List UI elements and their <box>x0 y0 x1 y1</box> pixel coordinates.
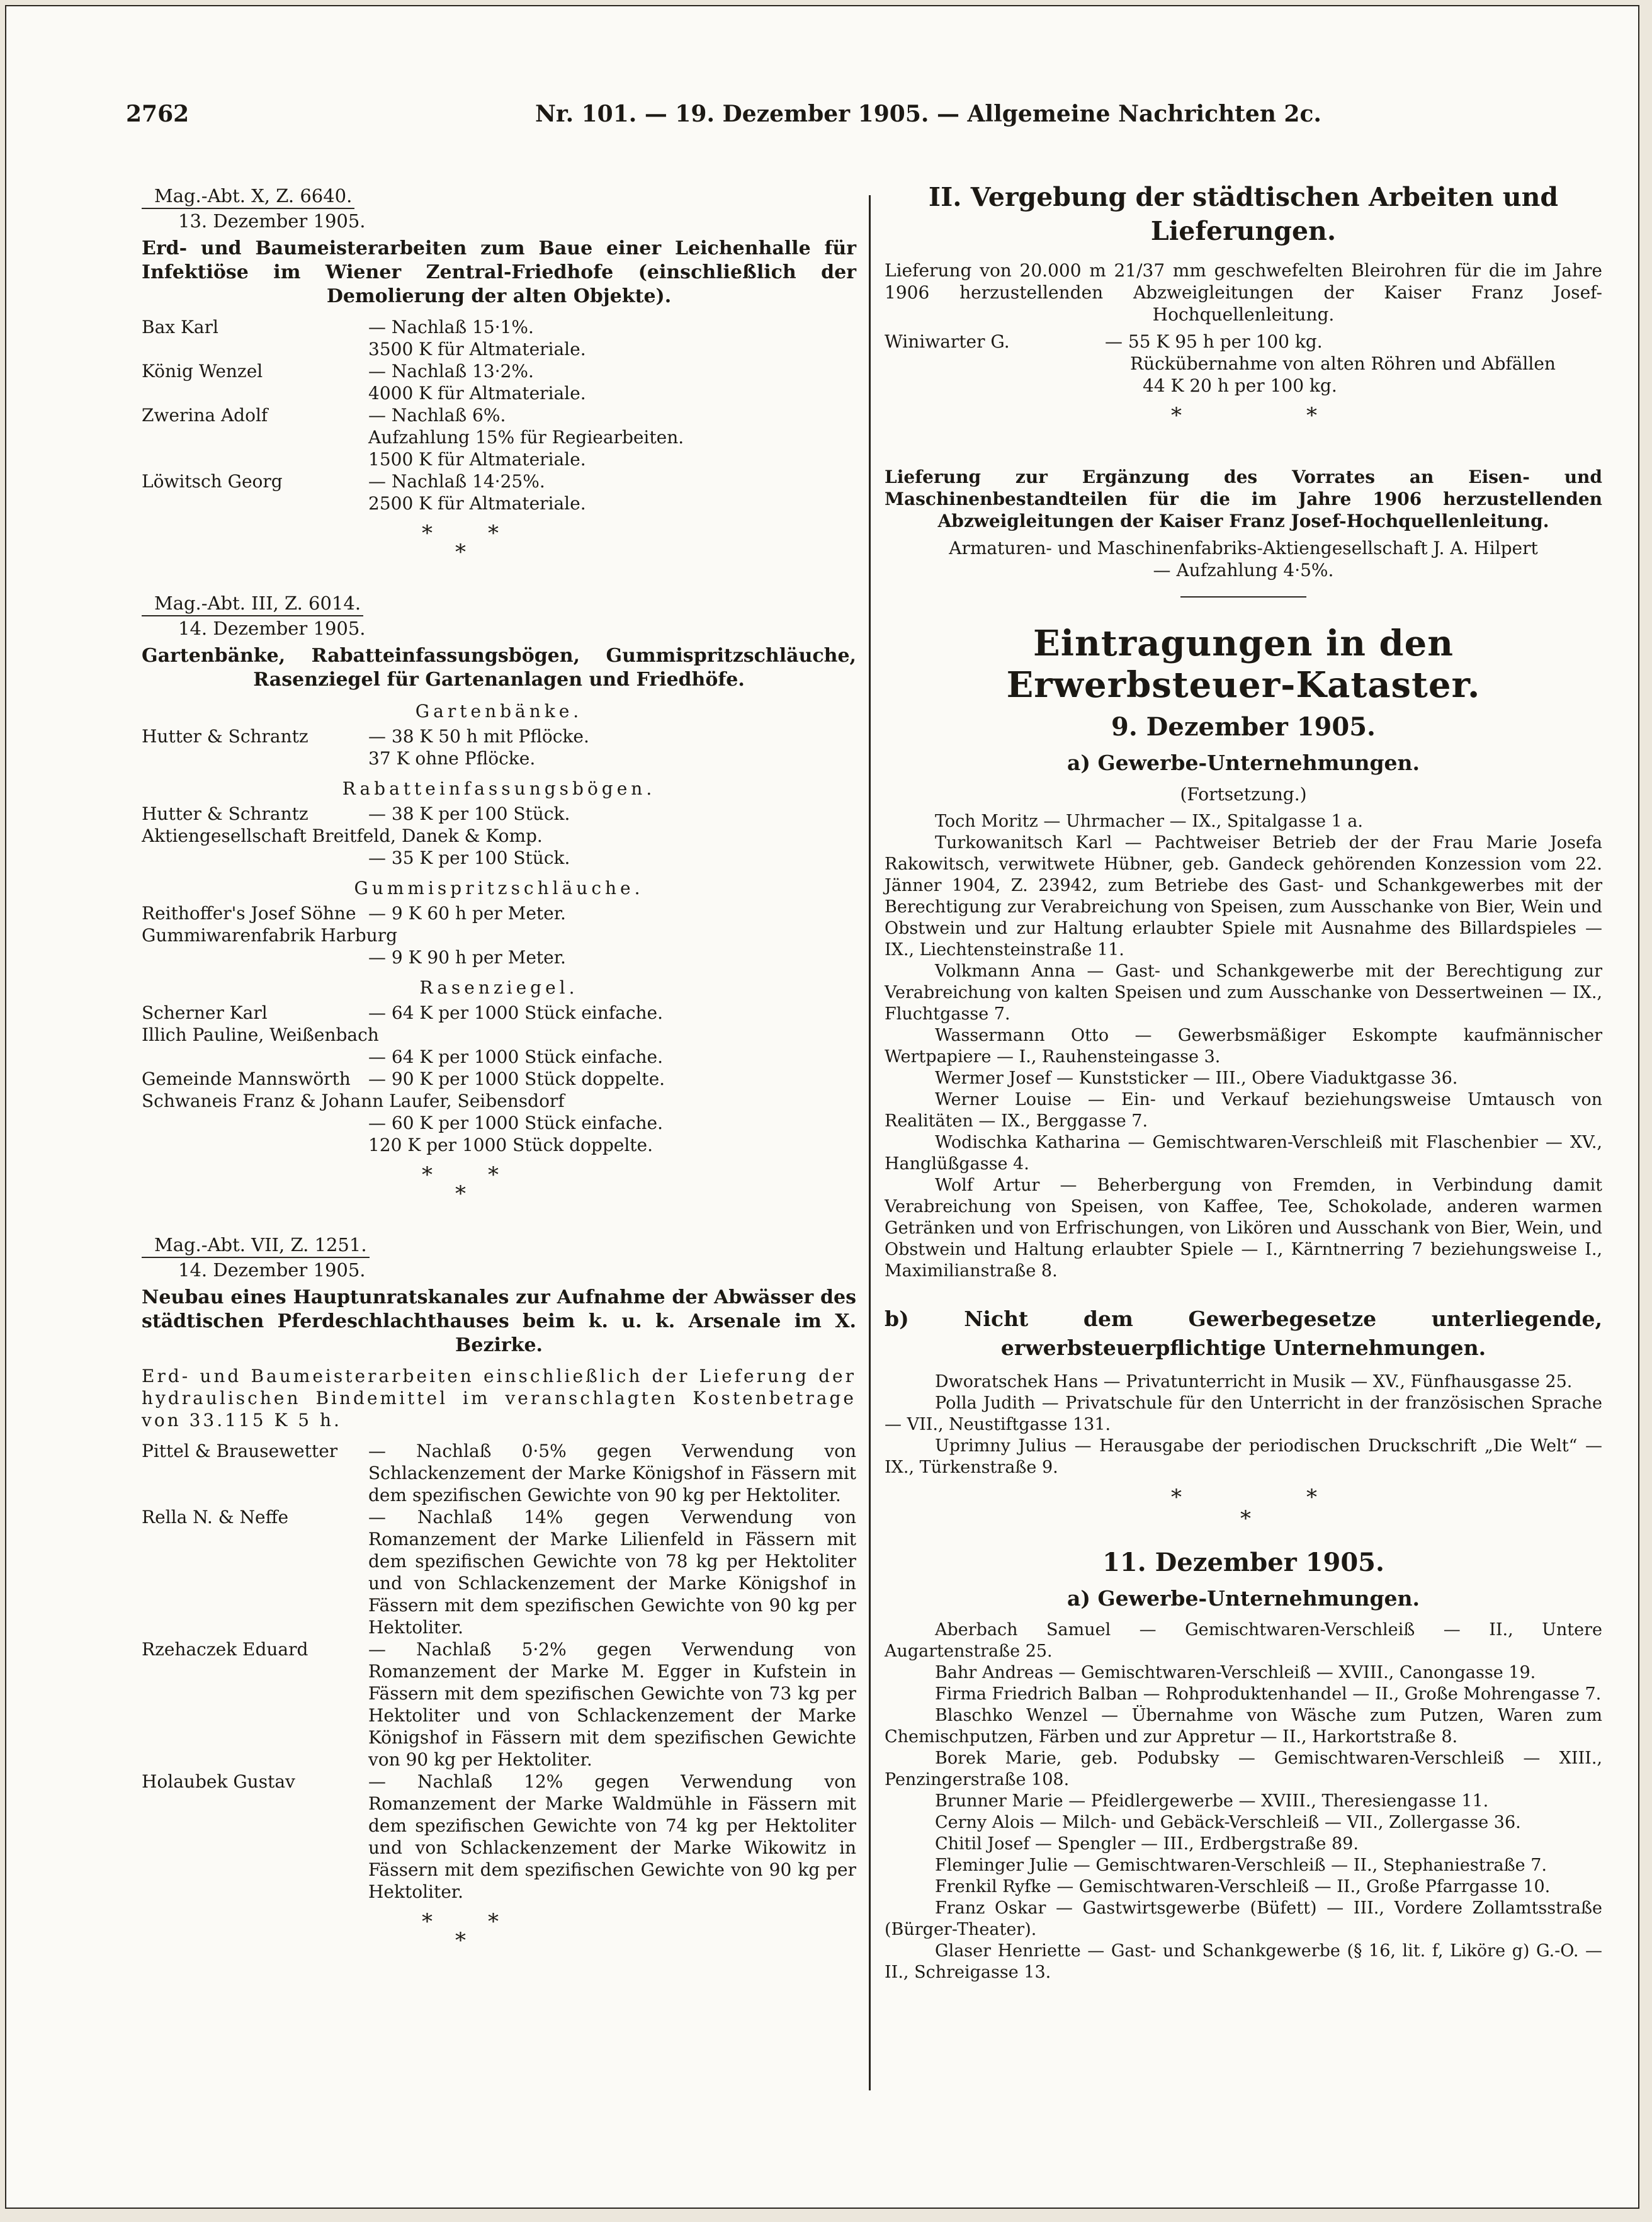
section-date: 13. Dezember 1905. <box>178 210 366 232</box>
bid-note: 44 K 20 h per 100 kg. <box>1143 375 1337 396</box>
bid-value: — 38 K 50 h mit Pflöcke. <box>368 726 589 747</box>
bid-note: 1500 K für Altmateriale. <box>368 449 586 470</box>
bidder-name: Illich Pauline, Weißenbach <box>142 1024 379 1045</box>
bid-value: — 60 K per 1000 Stück einfache. <box>368 1113 664 1133</box>
bid-value: — Nachlaß 15·1%. <box>368 317 534 337</box>
section-reference: Mag.-Abt. VII, Z. 1251. <box>142 1234 370 1258</box>
bid-note: 120 K per 1000 Stück doppelte. <box>368 1135 653 1155</box>
section-separator <box>142 521 856 571</box>
bid-note: 37 K ohne Pflöcke. <box>368 748 536 769</box>
bidder-name: Löwitsch Georg <box>142 471 283 492</box>
register-entry: Polla Judith — Privatschule für den Unterricht in der französischen Sprache — VII., Neustiftgasse 131. <box>885 1393 1602 1434</box>
bid-value: — Nachlaß 12% gegen Verwendung von Romanzement der Marke Waldmühle in Fässern mit dem spezifischen Gewichte von 74 kg per Hektoliter und von Schlackenzement der Marke Wikowitz in Fässern mit dem spezifischen Gewichte von 90 kg per Hektoliter. <box>368 1771 856 1902</box>
section-separator <box>142 1909 856 1959</box>
bidder-name: Winiwarter G. <box>885 331 1010 352</box>
register-entry: Firma Friedrich Balban — Rohproduktenhandel — II., Große Mohrengasse 7. <box>935 1684 1602 1704</box>
bid-row <box>142 1506 856 1638</box>
bid-value: — 38 K per 100 Stück. <box>368 803 570 824</box>
register-entry: Frenkil Ryfke — Gemischtwaren-Verschleiß — II., Große Pfarrgasse 10. <box>935 1877 1551 1896</box>
register-date: 9. Dezember 1905. <box>1111 712 1376 742</box>
subsection-heading: a) Gewerbe-Unternehmungen. <box>1066 1586 1420 1611</box>
bid-row <box>142 1440 856 1506</box>
section-intro: Erd- und Baumeisterarbeiten einschließlich der Lieferung der hydraulischen Bindemittel im veranschlagten Kostenbetrage von 33.115 K 5 h. <box>142 1366 856 1431</box>
running-title: Nr. 101. — 19. Dezember 1905. — Allgemeine Nachrichten 2c. <box>535 101 1321 127</box>
register-entry: Fleminger Julie — Gemischtwaren-Verschleiß — II., Stephaniestraße 7. <box>935 1856 1547 1875</box>
bidder-name: Bax Karl <box>142 317 218 337</box>
bid-value: — 64 K per 1000 Stück einfache. <box>368 1002 664 1023</box>
bidder-name: Schwaneis Franz & Johann Laufer, Seibensdorf <box>142 1091 565 1111</box>
bidder-name: Armaturen- und Maschinenfabriks-Aktiengesellschaft J. A. Hilpert <box>949 538 1538 558</box>
register-entry: Franz Oskar — Gastwirtsgewerbe (Büfett) — III., Vordere Zollamtsstraße (Bürger-Theater). <box>885 1898 1602 1939</box>
bid-row <box>142 1068 856 1090</box>
subheading: Rasenziegel. <box>419 977 579 998</box>
bidder-name: König Wenzel <box>142 361 263 382</box>
bidder-name: Rella N. & Neffe <box>142 1507 289 1528</box>
bid-value: — Nachlaß 14% gegen Verwendung von Romanzement der Marke Lilienfeld in Fässern mit dem spezifischen Gewichte von 78 kg per Hektoliter und von Schlackenzement der Marke Königshof in Fässern mit dem spezifischen Gewichte von 90 kg per Hektoliter. <box>368 1507 856 1638</box>
section-separator <box>142 1162 856 1213</box>
bid-value: — Aufzahlung 4·5%. <box>1153 560 1334 581</box>
bidder-name: Scherner Karl <box>142 1002 268 1023</box>
bidder-name: Hutter & Schrantz <box>142 803 308 824</box>
separator-star: * <box>488 1162 499 1188</box>
bid-row <box>142 360 856 382</box>
register-entry: Brunner Marie — Pfeidlergewerbe — XVIII., Theresiengasse 11. <box>935 1791 1489 1811</box>
bid-row <box>142 725 856 747</box>
subheading: Gummispritzschläuche. <box>354 878 644 898</box>
separator-star: * <box>422 521 433 546</box>
column-divider <box>869 195 871 2090</box>
separator-star: * <box>1240 1506 1251 1531</box>
section-title: Erd- und Baumeisterarbeiten zum Baue einer Leichenhalle für Infektiöse im Wiener Zentral-Friedhofe (einschließlich der Demolierung der alten Objekte). <box>142 237 856 307</box>
register-entry: Werner Louise — Ein- und Verkauf beziehungsweise Umtausch von Realitäten — IX., Berggasse 7. <box>885 1090 1602 1131</box>
bid-value: — 90 K per 1000 Stück doppelte. <box>368 1068 665 1089</box>
register-entry: Blaschko Wenzel — Übernahme von Wäsche zum Putzen, Waren zum Chemischputzen, Färben und zur Appretur — II., Harkortstraße 8. <box>885 1706 1602 1747</box>
newspaper-page <box>5 5 1639 2209</box>
bid-row <box>142 1771 856 1903</box>
register-entry: Wassermann Otto — Gewerbsmäßiger Eskompte kaufmännischer Wertpapiere — I., Rauhensteingasse 3. <box>885 1026 1602 1067</box>
page-header <box>126 101 1417 132</box>
main-heading: Eintragungen in den Erwerbsteuer-Kataster. <box>1006 623 1481 706</box>
separator-star: * <box>1306 403 1317 428</box>
bid-row <box>885 331 1602 353</box>
contract-description: Lieferung von 20.000 m 21/37 mm geschwefelten Bleirohren für die im Jahre 1906 herzustellenden Abzweigleitungen der Kaiser Franz Josef-Hochquellenleitung. <box>885 260 1602 325</box>
subheading: Gartenbänke. <box>415 701 583 722</box>
register-entry: Uprimny Julius — Herausgabe der periodischen Druckschrift „Die Welt“ — IX., Türkenstraße 9. <box>885 1436 1602 1477</box>
award-section-leichenhalle <box>142 176 856 571</box>
section-title: II. Vergebung der städtischen Arbeiten und Lieferungen. <box>928 182 1559 246</box>
bid-note: 2500 K für Altmateriale. <box>368 493 586 514</box>
bid-row <box>142 1002 856 1024</box>
separator-star: * <box>1306 1485 1317 1510</box>
separator-star: * <box>488 521 499 546</box>
divider-line <box>1180 596 1306 598</box>
bid-row <box>142 803 856 825</box>
bidder-name: Pittel & Brausewetter <box>142 1441 338 1461</box>
bidder-name: Zwerina Adolf <box>142 405 268 426</box>
bidder-name: Gummiwarenfabrik Harburg <box>142 925 398 946</box>
bid-row <box>142 470 856 492</box>
bid-note: Rückübernahme von alten Röhren und Abfällen <box>1130 353 1556 374</box>
section-separator <box>885 1485 1602 1535</box>
register-entry: Aberbach Samuel — Gemischtwaren-Verschleiß — II., Untere Augartenstraße 25. <box>885 1620 1602 1661</box>
section-title: Neubau eines Hauptunratskanales zur Aufnahme der Abwässer des städtischen Pferdeschlachthauses beim k. u. k. Arsenale im X. Bezirke. <box>142 1286 856 1356</box>
register-entry: Volkmann Anna — Gast- und Schankgewerbe mit der Berechtigung zur Verabreichung von kalten Speisen und zum Ausschanke von Dessertweinen — IX., Fluchtgasse 7. <box>885 961 1602 1024</box>
bidder-name: Gemeinde Mannswörth <box>142 1068 351 1089</box>
register-entry: Toch Moritz — Uhrmacher — IX., Spitalgasse 1 a. <box>935 812 1363 831</box>
register-date: 11. Dezember 1905. <box>1102 1548 1384 1577</box>
subsection-heading: a) Gewerbe-Unternehmungen. <box>1066 751 1420 775</box>
section-date: 14. Dezember 1905. <box>178 1259 366 1281</box>
page-number: 2762 <box>126 101 190 127</box>
award-section-gartenbaenke <box>142 584 856 1213</box>
register-entry: Turkowanitsch Karl — Pachtweiser Betrieb der der Frau Marie Josefa Rakowitsch, verwitwete Hübner, geb. Gandeck gehörenden Konzession vom 22. Jänner 1904, Z. 23942, zum Betriebe des Gast- und Schankgewerbes mit der Berechtigung zur Verabreichung von Speisen, zum Ausschanke von Bier, Wein und Obstwein und zur Haltung erlaubter Spiele mit Ausnahme des Billardspieles — IX., Liechtensteinstraße 11. <box>885 833 1602 960</box>
bid-row <box>142 316 856 338</box>
bid-value: — Nachlaß 5·2% gegen Verwendung von Romanzement der Marke M. Egger in Kufstein in Fässern mit dem spezifischen Gewichte von 73 kg per Hektoliter und von Schlackenzement der Marke Königshof in Fässern mit dem spezifischen Gewichte von 90 kg per Hektoliter. <box>368 1639 856 1770</box>
section-reference: Mag.-Abt. III, Z. 6014. <box>142 592 363 616</box>
register-entry: Borek Marie, geb. Podubsky — Gemischtwaren-Verschleiß — XIII., Penzingerstraße 108. <box>885 1749 1602 1789</box>
separator-star: * <box>422 1909 433 1934</box>
bid-row <box>142 902 856 924</box>
register-entry: Cerny Alois — Milch- und Gebäck-Verschleiß — VII., Zollergasse 36. <box>935 1813 1521 1832</box>
bid-value: — 64 K per 1000 Stück einfache. <box>368 1046 664 1067</box>
bid-note: 4000 K für Altmateriale. <box>368 383 586 404</box>
bid-value: — 35 K per 100 Stück. <box>368 847 570 868</box>
right-column <box>885 176 1602 1983</box>
register-entry: Wolf Artur — Beherbergung von Fremden, in Verbindung damit Verabreichung von Speisen, von Kaffee, Tee, Schokolade, anderen warmen Getränken und von Erfrischungen, von Likören und Ausschank von Bier, Wein, und Obstwein und Haltung erlaubter Spiele — I., Kärntnerring 7 beziehungsweise I., Maximilianstraße 8. <box>885 1176 1602 1281</box>
separator-star: * <box>1171 1485 1182 1510</box>
separator-star: * <box>455 1928 466 1953</box>
left-column <box>142 176 856 1972</box>
bid-value: — 9 K 60 h per Meter. <box>368 903 566 924</box>
subheading: Rabatteinfassungsbögen. <box>342 778 656 799</box>
bid-row <box>142 1638 856 1771</box>
spacer <box>142 1431 856 1440</box>
bid-row <box>142 404 856 426</box>
register-entry: Glaser Henriette — Gast- und Schankgewerbe (§ 16, lit. f, Liköre g) G.-O. — II., Schreigasse 13. <box>885 1941 1602 1982</box>
separator-star: * <box>422 1162 433 1188</box>
award-section-hauptunratskanal <box>142 1225 856 1959</box>
register-entry: Dworatschek Hans — Privatunterricht in Musik — XV., Fünfhausgasse 25. <box>935 1372 1573 1392</box>
section-date: 14. Dezember 1905. <box>178 618 366 639</box>
bidder-name: Aktiengesellschaft Breitfeld, Danek & Komp. <box>142 825 543 846</box>
bid-note: 3500 K für Altmateriale. <box>368 339 586 360</box>
bidder-name: Hutter & Schrantz <box>142 726 308 747</box>
bid-value: — Nachlaß 14·25%. <box>368 471 545 492</box>
bid-note: Aufzahlung 15% für Regiearbeiten. <box>368 427 684 448</box>
section-title: Gartenbänke, Rabatteinfassungsbögen, Gummispritzschläuche, Rasenziegel für Gartenanlagen und Friedhöfe. <box>142 645 856 691</box>
bidder-name: Holaubek Gustav <box>142 1771 295 1792</box>
bidder-name: Reithoffer's Josef Söhne <box>142 903 356 924</box>
bid-value: — 55 K 95 h per 100 kg. <box>1105 331 1323 352</box>
register-entry: Bahr Andreas — Gemischtwaren-Verschleiß — XVIII., Canongasse 19. <box>935 1663 1536 1682</box>
register-entry: Wermer Josef — Kunststicker — III., Obere Viaduktgasse 36. <box>935 1068 1458 1088</box>
bid-value: — Nachlaß 6%. <box>368 405 506 426</box>
contract-description: Lieferung zur Ergänzung des Vorrates an Eisen- und Maschinenbestandteilen für die im Jahre 1906 herzustellenden Abzweigleitungen der Kaiser Franz Josef-Hochquellenleitung. <box>885 467 1602 531</box>
separator-star: * <box>1171 403 1182 428</box>
section-reference: Mag.-Abt. X, Z. 6640. <box>142 185 354 209</box>
bid-value: — 9 K 90 h per Meter. <box>368 947 566 968</box>
bid-value: — Nachlaß 13·2%. <box>368 361 534 382</box>
register-entry: Wodischka Katharina — Gemischtwaren-Verschleiß mit Flaschenbier — XV., Hanglüßgasse 4. <box>885 1133 1602 1174</box>
separator-star: * <box>455 540 466 565</box>
bidder-name: Rzehaczek Eduard <box>142 1639 308 1660</box>
separator-star: * <box>455 1181 466 1206</box>
register-entry: Chitil Josef — Spengler — III., Erdbergstraße 89. <box>935 1834 1359 1854</box>
section-separator <box>885 403 1602 453</box>
continuation-note: (Fortsetzung.) <box>1180 784 1307 805</box>
separator-star: * <box>488 1909 499 1934</box>
subsection-heading: b) Nicht dem Gewerbegesetze unterliegende, erwerbsteuerpflichtige Unternehmungen. <box>885 1307 1602 1360</box>
bid-value: — Nachlaß 0·5% gegen Verwendung von Schlackenzement der Marke Königshof in Fässern mit dem spezifischen Gewichte von 90 kg per Hektoliter. <box>368 1441 856 1505</box>
